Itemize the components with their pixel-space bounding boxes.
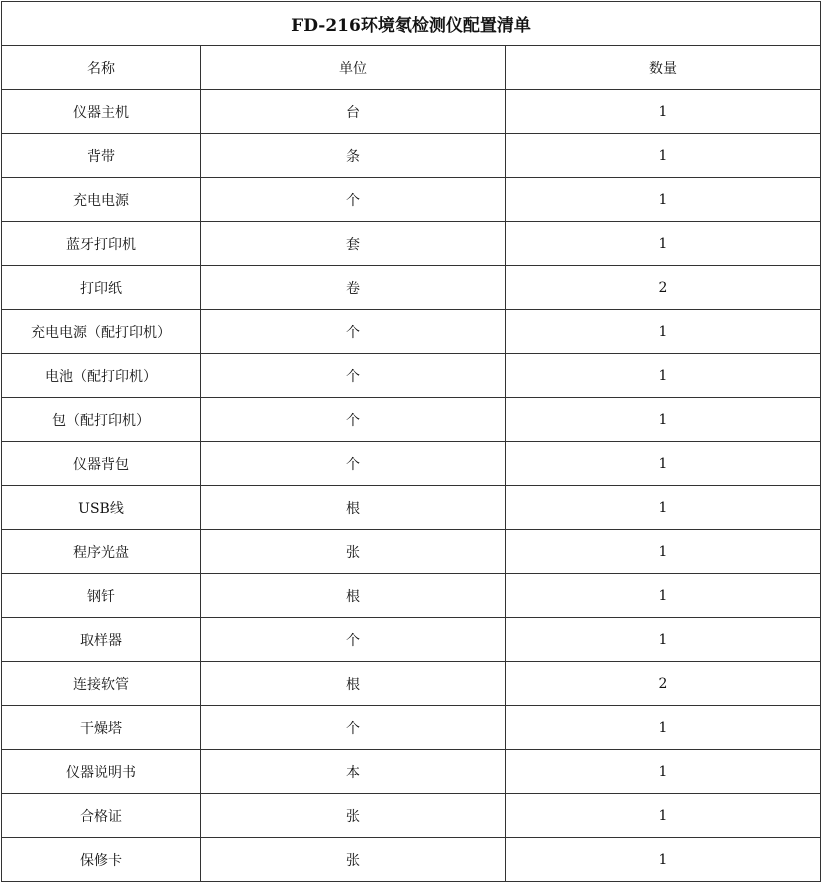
cell-name: 程序光盘 xyxy=(2,530,201,574)
cell-unit: 个 xyxy=(201,706,506,750)
table-row xyxy=(2,838,821,882)
table-title: FD-216环境氡检测仪配置清单 xyxy=(2,2,821,46)
table-row xyxy=(2,134,821,178)
cell-unit: 个 xyxy=(201,178,506,222)
cell-quantity: 1 xyxy=(506,310,821,354)
cell-quantity: 1 xyxy=(506,222,821,266)
cell-unit: 本 xyxy=(201,750,506,794)
table-row xyxy=(2,706,821,750)
cell-name: USB线 xyxy=(2,486,201,530)
cell-quantity: 1 xyxy=(506,90,821,134)
cell-name: 仪器说明书 xyxy=(2,750,201,794)
header-unit: 单位 xyxy=(201,46,506,90)
cell-quantity: 1 xyxy=(506,794,821,838)
cell-name: 电池（配打印机） xyxy=(2,354,201,398)
table-row xyxy=(2,310,821,354)
table-row xyxy=(2,618,821,662)
cell-name: 钢钎 xyxy=(2,574,201,618)
cell-unit: 条 xyxy=(201,134,506,178)
cell-name: 合格证 xyxy=(2,794,201,838)
cell-name: 连接软管 xyxy=(2,662,201,706)
items-body xyxy=(2,90,821,882)
cell-quantity: 1 xyxy=(506,706,821,750)
header-row xyxy=(2,46,821,90)
table-row xyxy=(2,750,821,794)
table-row xyxy=(2,178,821,222)
config-table xyxy=(1,1,821,882)
table-row xyxy=(2,90,821,134)
table-row xyxy=(2,486,821,530)
cell-quantity: 2 xyxy=(506,662,821,706)
cell-unit: 张 xyxy=(201,838,506,882)
cell-name: 背带 xyxy=(2,134,201,178)
cell-quantity: 1 xyxy=(506,750,821,794)
cell-quantity: 1 xyxy=(506,486,821,530)
header-name: 名称 xyxy=(2,46,201,90)
cell-name: 仪器背包 xyxy=(2,442,201,486)
cell-quantity: 1 xyxy=(506,530,821,574)
cell-unit: 根 xyxy=(201,486,506,530)
cell-unit: 张 xyxy=(201,794,506,838)
cell-name: 充电电源（配打印机） xyxy=(2,310,201,354)
table-row xyxy=(2,442,821,486)
cell-unit: 个 xyxy=(201,310,506,354)
cell-name: 蓝牙打印机 xyxy=(2,222,201,266)
cell-name: 包（配打印机） xyxy=(2,398,201,442)
table-row xyxy=(2,574,821,618)
cell-unit: 个 xyxy=(201,442,506,486)
table-row xyxy=(2,662,821,706)
cell-quantity: 1 xyxy=(506,134,821,178)
cell-unit: 根 xyxy=(201,662,506,706)
table-row xyxy=(2,398,821,442)
table-row xyxy=(2,354,821,398)
cell-name: 仪器主机 xyxy=(2,90,201,134)
cell-unit: 卷 xyxy=(201,266,506,310)
cell-name: 保修卡 xyxy=(2,838,201,882)
cell-unit: 个 xyxy=(201,618,506,662)
table-row xyxy=(2,794,821,838)
cell-unit: 根 xyxy=(201,574,506,618)
cell-name: 干燥塔 xyxy=(2,706,201,750)
cell-quantity: 2 xyxy=(506,266,821,310)
table-row xyxy=(2,530,821,574)
cell-name: 打印纸 xyxy=(2,266,201,310)
cell-unit: 个 xyxy=(201,354,506,398)
title-row xyxy=(2,2,821,46)
cell-unit: 台 xyxy=(201,90,506,134)
cell-quantity: 1 xyxy=(506,354,821,398)
cell-unit: 个 xyxy=(201,398,506,442)
cell-unit: 套 xyxy=(201,222,506,266)
cell-quantity: 1 xyxy=(506,574,821,618)
cell-quantity: 1 xyxy=(506,838,821,882)
cell-name: 充电电源 xyxy=(2,178,201,222)
cell-quantity: 1 xyxy=(506,398,821,442)
cell-quantity: 1 xyxy=(506,178,821,222)
table-row xyxy=(2,266,821,310)
cell-quantity: 1 xyxy=(506,442,821,486)
cell-quantity: 1 xyxy=(506,618,821,662)
cell-unit: 张 xyxy=(201,530,506,574)
table-row xyxy=(2,222,821,266)
cell-name: 取样器 xyxy=(2,618,201,662)
header-quantity: 数量 xyxy=(506,46,821,90)
